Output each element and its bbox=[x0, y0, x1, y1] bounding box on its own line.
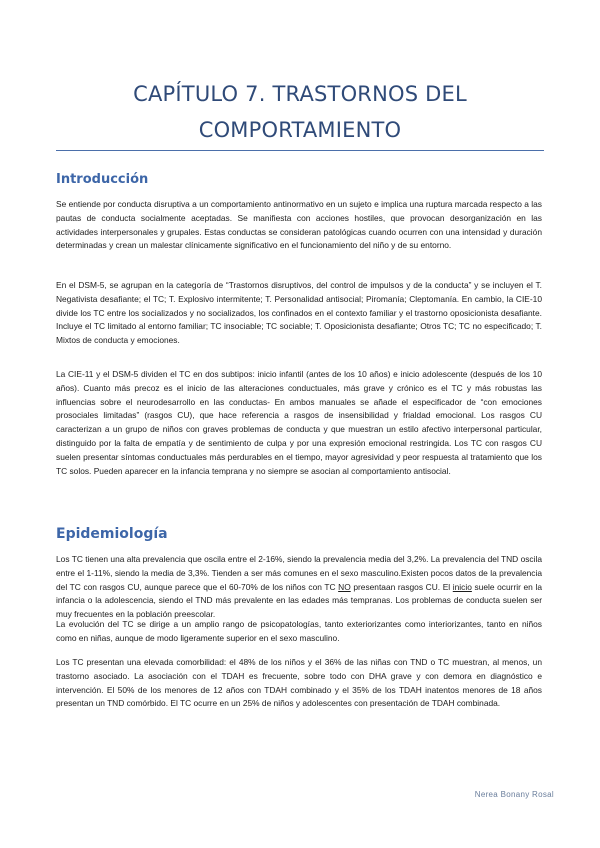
epidemiology-paragraph-3: Los TC presentan una elevada comorbilidad: el 48% de los niños y el 36% de las niñas con TND o TC muestran, al menos, un trastorno asociado. La asociación con el TDAH es frecuente, sobre todo con DHA grave y con demora en diagnóstico e intervención. El 50% de los menores de 12 años con TDAH combinado y el 35% de los TDAH inatentos menores de 18 años presentan un TND comórbido. El TC ocurre en un 25% de niños y adolescentes con presentación de TDAH combinada. bbox=[56, 657, 542, 709]
epi-text-b: presentaan rasgos CU. El bbox=[350, 581, 453, 592]
chapter-title bbox=[56, 76, 544, 148]
epi-text-c: suele ocurrir en la infancia o la adolescencia, siendo el TND más prevalente en las edades más tempranas. Los problemas de conducta suelen ser muy frecuentes en la población preescolar. bbox=[56, 581, 542, 620]
chapter-title-line-1: CAPÍTULO 7. TRASTORNOS DEL bbox=[133, 82, 467, 106]
underlined-inicio: inicio bbox=[452, 581, 472, 592]
underlined-no: NO bbox=[338, 581, 351, 592]
epidemiology-paragraph-2: La evolución del TC se dirige a un amplio rango de psicopatologías, tanto exteriorizantes como interiorizantes, tanto en niños como en niñas, aunque de modo ligeramente superior en el sexo masculino. bbox=[56, 619, 542, 643]
title-divider bbox=[56, 150, 544, 151]
intro-paragraph-2: En el DSM-5, se agrupan en la categoría de “Trastornos disruptivos, del control de impulsos y de la conducta” y se incluyen el T. Negativista desafiante; el TC; T. Explosivo intermitente; T. Personalidad antisocial; Piromanía; Cleptomanía. En cambio, la CIE-10 divide los TC entre los socializados y no socializados, los confinados en el contexto familiar y el trastorno oposicionista desafiante. Incluye el TC limitado al entorno familiar; TC insociable; TC sociable; T. Oposicionista desafiante; Otros TC; TC no especificado; T. Mixtos de conducta y emociones. bbox=[56, 280, 542, 346]
epi-text-a: Los TC tienen una alta prevalencia que oscila entre el 2-16%, siendo la prevalencia media del 3,2%. La prevalencia del TND oscila entre el 1-11%, siendo la media de 3,3%. Tienden a ser más comunes en el sexo masculino.Existen pocos datos de la prevalencia del TC con rasgos CU, aunque parece que el 60-70% de los niños con TC bbox=[56, 554, 542, 592]
chapter-title-line-2: COMPORTAMIENTO bbox=[198, 118, 402, 142]
intro-paragraph-1: Se entiende por conducta disruptiva a un comportamiento antinormativo en un sujeto e implica una ruptura marcada respecto a las pautas de conducta socialmente aceptadas. Se manifiesta con acciones hostiles, que provocan desorganización en las actividades interpersonales y grupales. Estas conductas se consideran patológicas cuando ocurren con una intensidad y duración determinadas y crean un malestar clínicamente significativo en el funcionamiento del niño y de su entorno. bbox=[56, 199, 542, 251]
footer-author: Nerea Bonany Rosal bbox=[474, 790, 554, 799]
intro-paragraph-3: La CIE-11 y el DSM-5 dividen el TC en dos subtipos: inicio infantil (antes de los 10 años) e inicio adolescente (después de los 10 años). Cuanto más precoz es el inicio de las alteraciones conductuales, más grave y crónico es el TC y más robustas las influencias sobre el neurodesarrollo en las conductas- En ambos manuales se añade el especificador de “con emociones prosociales limitadas” (rasgos CU), que hace referencia a rasgos de insensibilidad y frialdad emocional. Los rasgos CU caracterizan a un grupo de niños con graves problemas de conducta y que muestran un estilo afectivo interpersonal particular, distinguido por la falta de empatía y de sentimiento de culpa y por una expresión emocional restringida. Los TC con rasgos CU suelen presentar síntomas conductuales más perdurables en el tiempo, mayor agresividad y peor respuesta al tratamiento que los TC solos. Pueden aparecer en la infancia temprana y no siempre se asocian al comportamiento antisocial. bbox=[56, 369, 542, 476]
section-heading-epidemiologia: Epidemiología bbox=[56, 526, 168, 542]
section-heading-introduccion: Introducción bbox=[56, 172, 149, 187]
epidemiology-paragraph-1 bbox=[56, 553, 542, 622]
